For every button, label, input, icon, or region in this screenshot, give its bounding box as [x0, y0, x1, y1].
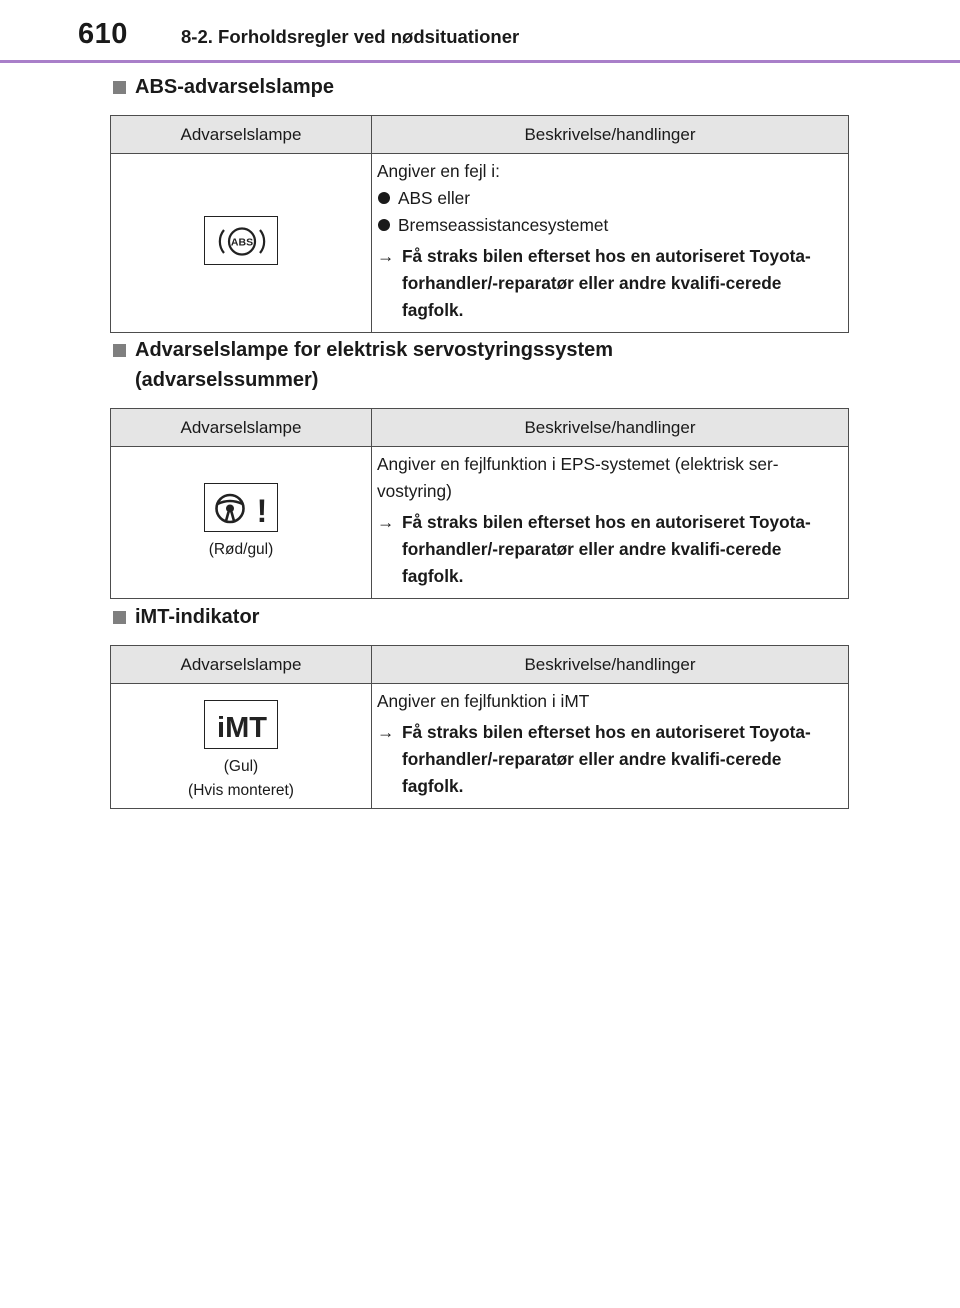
- section-heading-eps: Advarselslampe for elektrisk servostyringssystem (advarselssummer): [113, 335, 733, 395]
- table-header-row: [111, 646, 849, 684]
- table-row: [111, 154, 849, 333]
- abs-icon-label: ABS: [230, 236, 254, 248]
- lamp-cell: [111, 447, 372, 599]
- imt-icon-label: iMT: [217, 711, 267, 744]
- list-item: Bremseassistancesystemet: [377, 212, 842, 239]
- column-header-description: Beskrivelse/handlinger: [372, 409, 849, 447]
- description-cell: [372, 447, 849, 599]
- column-header-lamp: Advarselslampe: [111, 116, 372, 154]
- column-header-lamp: Advarselslampe: [111, 646, 372, 684]
- imt-indicator-icon: [204, 700, 278, 749]
- page-header: [0, 0, 960, 64]
- arrow-icon: →: [377, 722, 395, 742]
- abs-warning-icon: [204, 216, 278, 265]
- arrow-icon: →: [377, 246, 395, 266]
- table-header-row: [111, 409, 849, 447]
- page-number: 610: [78, 18, 128, 50]
- steering-wheel-warning-icon: [204, 483, 278, 532]
- header-rule: [0, 60, 960, 63]
- action-instruction: → Få straks bilen efterset hos en autoriseret Toyota-forhandler/-reparatør eller andre kvalifi-cerede fagfolk.: [377, 509, 842, 590]
- lamp-color-caption: (Rød/gul): [208, 541, 274, 558]
- column-header-description: Beskrivelse/handlinger: [372, 116, 849, 154]
- bullet-dot: [378, 192, 390, 204]
- description-text: Angiver en fejlfunktion i iMT: [377, 691, 590, 711]
- lamp-color-caption: (Gul): [223, 757, 259, 775]
- action-instruction: → Få straks bilen efterset hos en autoriseret Toyota-forhandler/-reparatør eller andre kvalifi-cerede fagfolk.: [377, 243, 842, 324]
- lamp-cell: [111, 154, 372, 333]
- bullet-dot: [378, 219, 390, 231]
- table-header-row: [111, 116, 849, 154]
- description-text: Angiver en fejl i:: [377, 161, 500, 181]
- list-item: ABS eller: [377, 185, 842, 212]
- description-cell: [372, 684, 849, 809]
- table-row: [111, 684, 849, 809]
- lamp-condition-caption: (Hvis monteret): [188, 781, 294, 799]
- chapter-title: 8-2. Forholdsregler ved nødsituationer: [181, 26, 520, 47]
- section-heading-abs: ABS-advarselslampe: [113, 72, 334, 102]
- column-header-lamp: Advarselslampe: [111, 409, 372, 447]
- column-header-description: Beskrivelse/handlinger: [372, 646, 849, 684]
- section-bullet-square: [113, 611, 126, 624]
- description-text: Angiver en fejlfunktion i EPS-systemet (elektrisk ser-vostyring): [377, 454, 779, 501]
- arrow-icon: →: [377, 512, 395, 532]
- eps-warning-table: [110, 408, 849, 599]
- section-bullet-square: [113, 81, 126, 94]
- abs-warning-table: [110, 115, 849, 333]
- action-instruction: → Få straks bilen efterset hos en autoriseret Toyota-forhandler/-reparatør eller andre kvalifi-cerede fagfolk.: [377, 719, 842, 800]
- imt-indicator-table: [110, 645, 849, 809]
- section-bullet-square: [113, 344, 126, 357]
- table-row: [111, 447, 849, 599]
- exclamation-mark: !: [256, 493, 268, 529]
- lamp-cell: [111, 684, 372, 809]
- description-cell: [372, 154, 849, 333]
- section-heading-imt: iMT-indikator: [113, 602, 259, 632]
